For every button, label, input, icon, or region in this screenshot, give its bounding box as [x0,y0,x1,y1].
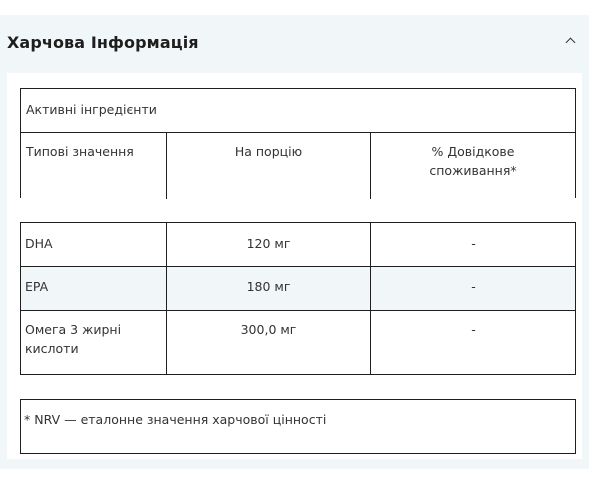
row-name: Омега 3 жирні кислоти [25,322,122,356]
table-rows-box [20,222,576,375]
row-name: EPA [25,279,49,294]
chevron-up-icon[interactable] [566,38,576,48]
row-per-serving: 300,0 мг [240,322,297,337]
row-nrv: - [471,279,476,294]
panel-body [7,73,582,459]
footnote: * NRV — еталонне значення харчової цінності [24,412,327,427]
row-nrv: - [471,322,476,337]
table-row [21,267,575,310]
nutrition-panel [0,15,589,469]
column-header-per-serving: На порцію [234,144,303,159]
table-header-box [20,88,576,198]
row-nrv: - [471,236,476,251]
section-title: Активні інгредієнти [26,102,157,117]
column-header-typical: Типові значення [26,144,134,159]
footnote-box [20,399,576,454]
row-per-serving: 120 мг [246,236,291,251]
row-name: DHA [25,236,53,251]
panel-title: Харчова Інформація [7,33,199,52]
nutrition-accordion-header[interactable] [0,15,589,73]
row-per-serving: 180 мг [246,279,291,294]
column-header-nrv: % Довідкове споживання* [429,144,517,178]
